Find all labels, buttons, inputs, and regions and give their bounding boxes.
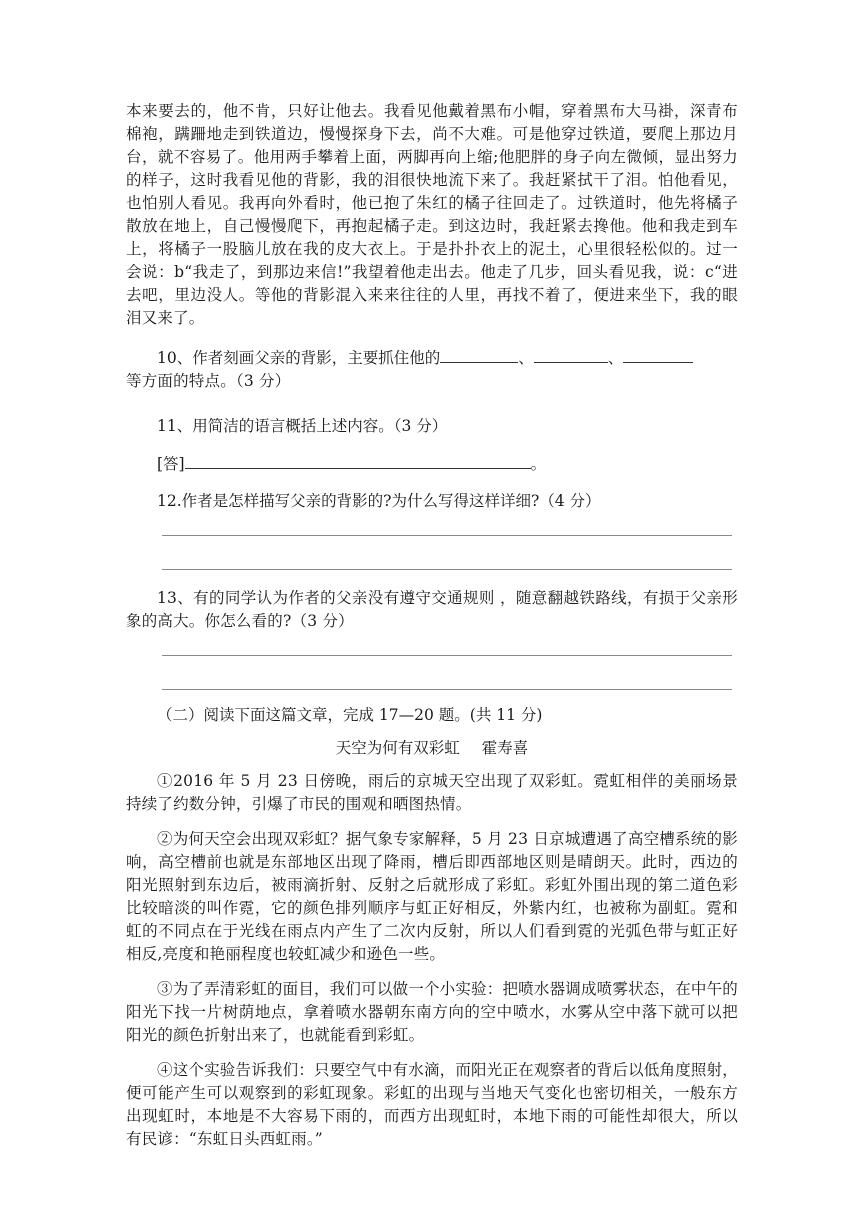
section-2-heading: （二）阅读下面这篇文章，完成 17—20 题。(共 11 分) <box>157 706 543 724</box>
article-title-line <box>126 737 738 760</box>
question-10-separator-2: 、 <box>607 349 624 367</box>
question-10-blank-1[interactable] <box>440 346 518 363</box>
passage-paragraph: 本来要去的，他不肯，只好让他去。我看见他戴着黑布小帽，穿着黑布大马褂，深青布棉袍，蹒跚地走到铁道边，慢慢探身下去，尚不大难。可是他穿过铁道，要爬上那边月台，就不容易了。他用两手攀着上面，两脚再向上缩;他肥胖的身子向左微倾，显出努力的样子，这时我看见他的背影，我的泪很快地流下来了。我赶紧拭干了泪。怕他看见，也怕别人看见。我再向外看时，他已抱了朱红的橘子往回走了。过铁道时，他先将橘子散放在地上，自己慢慢爬下，再抱起橘子走。到这边时，我赶紧去搀他。他和我走到车上，将橘子一股脑儿放在我的皮大衣上。于是扑扑衣上的泥土，心里很轻松似的。过一会说：b“我走了，到那边来信!”我望着他走出去。他走了几步，回头看见我，说：c“进去吧，里边没人。等他的背影混入来来往往的人里，再找不着了，便进来坐下，我的眼泪又来了。 <box>126 102 738 327</box>
question-10-blank-3[interactable] <box>623 346 693 363</box>
article-paragraph-1: ①2016 年 5 月 23 日傍晚，雨后的京城天空出现了双彩虹。霓虹相伴的美丽场景持续了约数分钟，引爆了市民的围观和晒图热情。 <box>126 772 738 813</box>
question-11-answer <box>126 452 738 476</box>
answer-suffix: 。 <box>530 455 547 473</box>
question-11: 11、用简洁的语言概括上述内容。（3 分） <box>157 417 448 435</box>
article-paragraph-4: ④这个实验告诉我们：只要空气中有水滴，而阳光正在观察者的背后以低角度照射，便可能产生可以观察到的彩虹现象。彩虹的出现与当地天气变化也密切相关，一般东方出现虹时，本地是不大容易下雨的，而西方出现虹时，本地下雨的可能性却很大，所以有民谚：“东虹日头西虹雨。” <box>126 1061 738 1148</box>
question-10-blank-2[interactable] <box>534 346 608 363</box>
article-author: 霍寿喜 <box>481 739 529 757</box>
answer-prefix: [答] <box>157 455 185 473</box>
question-12: 12.作者是怎样描写父亲的背影的?为什么写得这样详细?（4 分） <box>157 492 601 510</box>
question-10 <box>126 346 738 370</box>
article-paragraph-3: ③为了弄清彩虹的面目，我们可以做一个小实验：把喷水器调成喷雾状态，在中午的阳光下找一片树荫地点，拿着喷水器朝东南方向的空中喷水，水雾从空中落下就可以把阳光的颜色折射出来了，也就能看到彩虹。 <box>126 980 738 1044</box>
question-10-separator-1: 、 <box>518 349 534 367</box>
question-12-answer-line-2[interactable] <box>162 569 732 570</box>
article-title: 天空为何有双彩虹 <box>335 739 460 757</box>
question-11-answer-blank[interactable] <box>185 452 531 469</box>
question-13-answer-line-2[interactable] <box>162 689 732 690</box>
document-page <box>126 100 738 1163</box>
question-10-continuation: 等方面的特点。（3 分） <box>126 372 291 390</box>
article-paragraph-2: ②为何天空会出现双彩虹？据气象专家解释，5 月 23 日京城遭遇了高空槽系统的影响，高空槽前也就是东部地区出现了降雨，槽后即西部地区则是晴朗天。此时，西边的阳光照射到东边后，被雨滴折射、反射之后就形成了彩虹。彩虹外围出现的第二道色彩比较暗淡的叫作霓，它的颜色排列顺序与虹正好相反，外紫内红，也被称为副虹。霓和虹的不同点在于光线在雨点内产生了二次内反射，所以人们看到霓的光弧色带与虹正好相反,亮度和艳丽程度也较虹减少和逊色一些。 <box>126 830 738 963</box>
question-13: 13、有的同学认为作者的父亲没有遵守交通规则 ，随意翻越铁路线，有损于父亲形象的高大。你怎么看的?（3 分） <box>126 589 738 630</box>
question-13-answer-line-1[interactable] <box>162 655 732 656</box>
question-10-text: 10、作者刻画父亲的背影，主要抓住他的 <box>157 349 441 367</box>
question-12-answer-line-1[interactable] <box>162 535 732 536</box>
